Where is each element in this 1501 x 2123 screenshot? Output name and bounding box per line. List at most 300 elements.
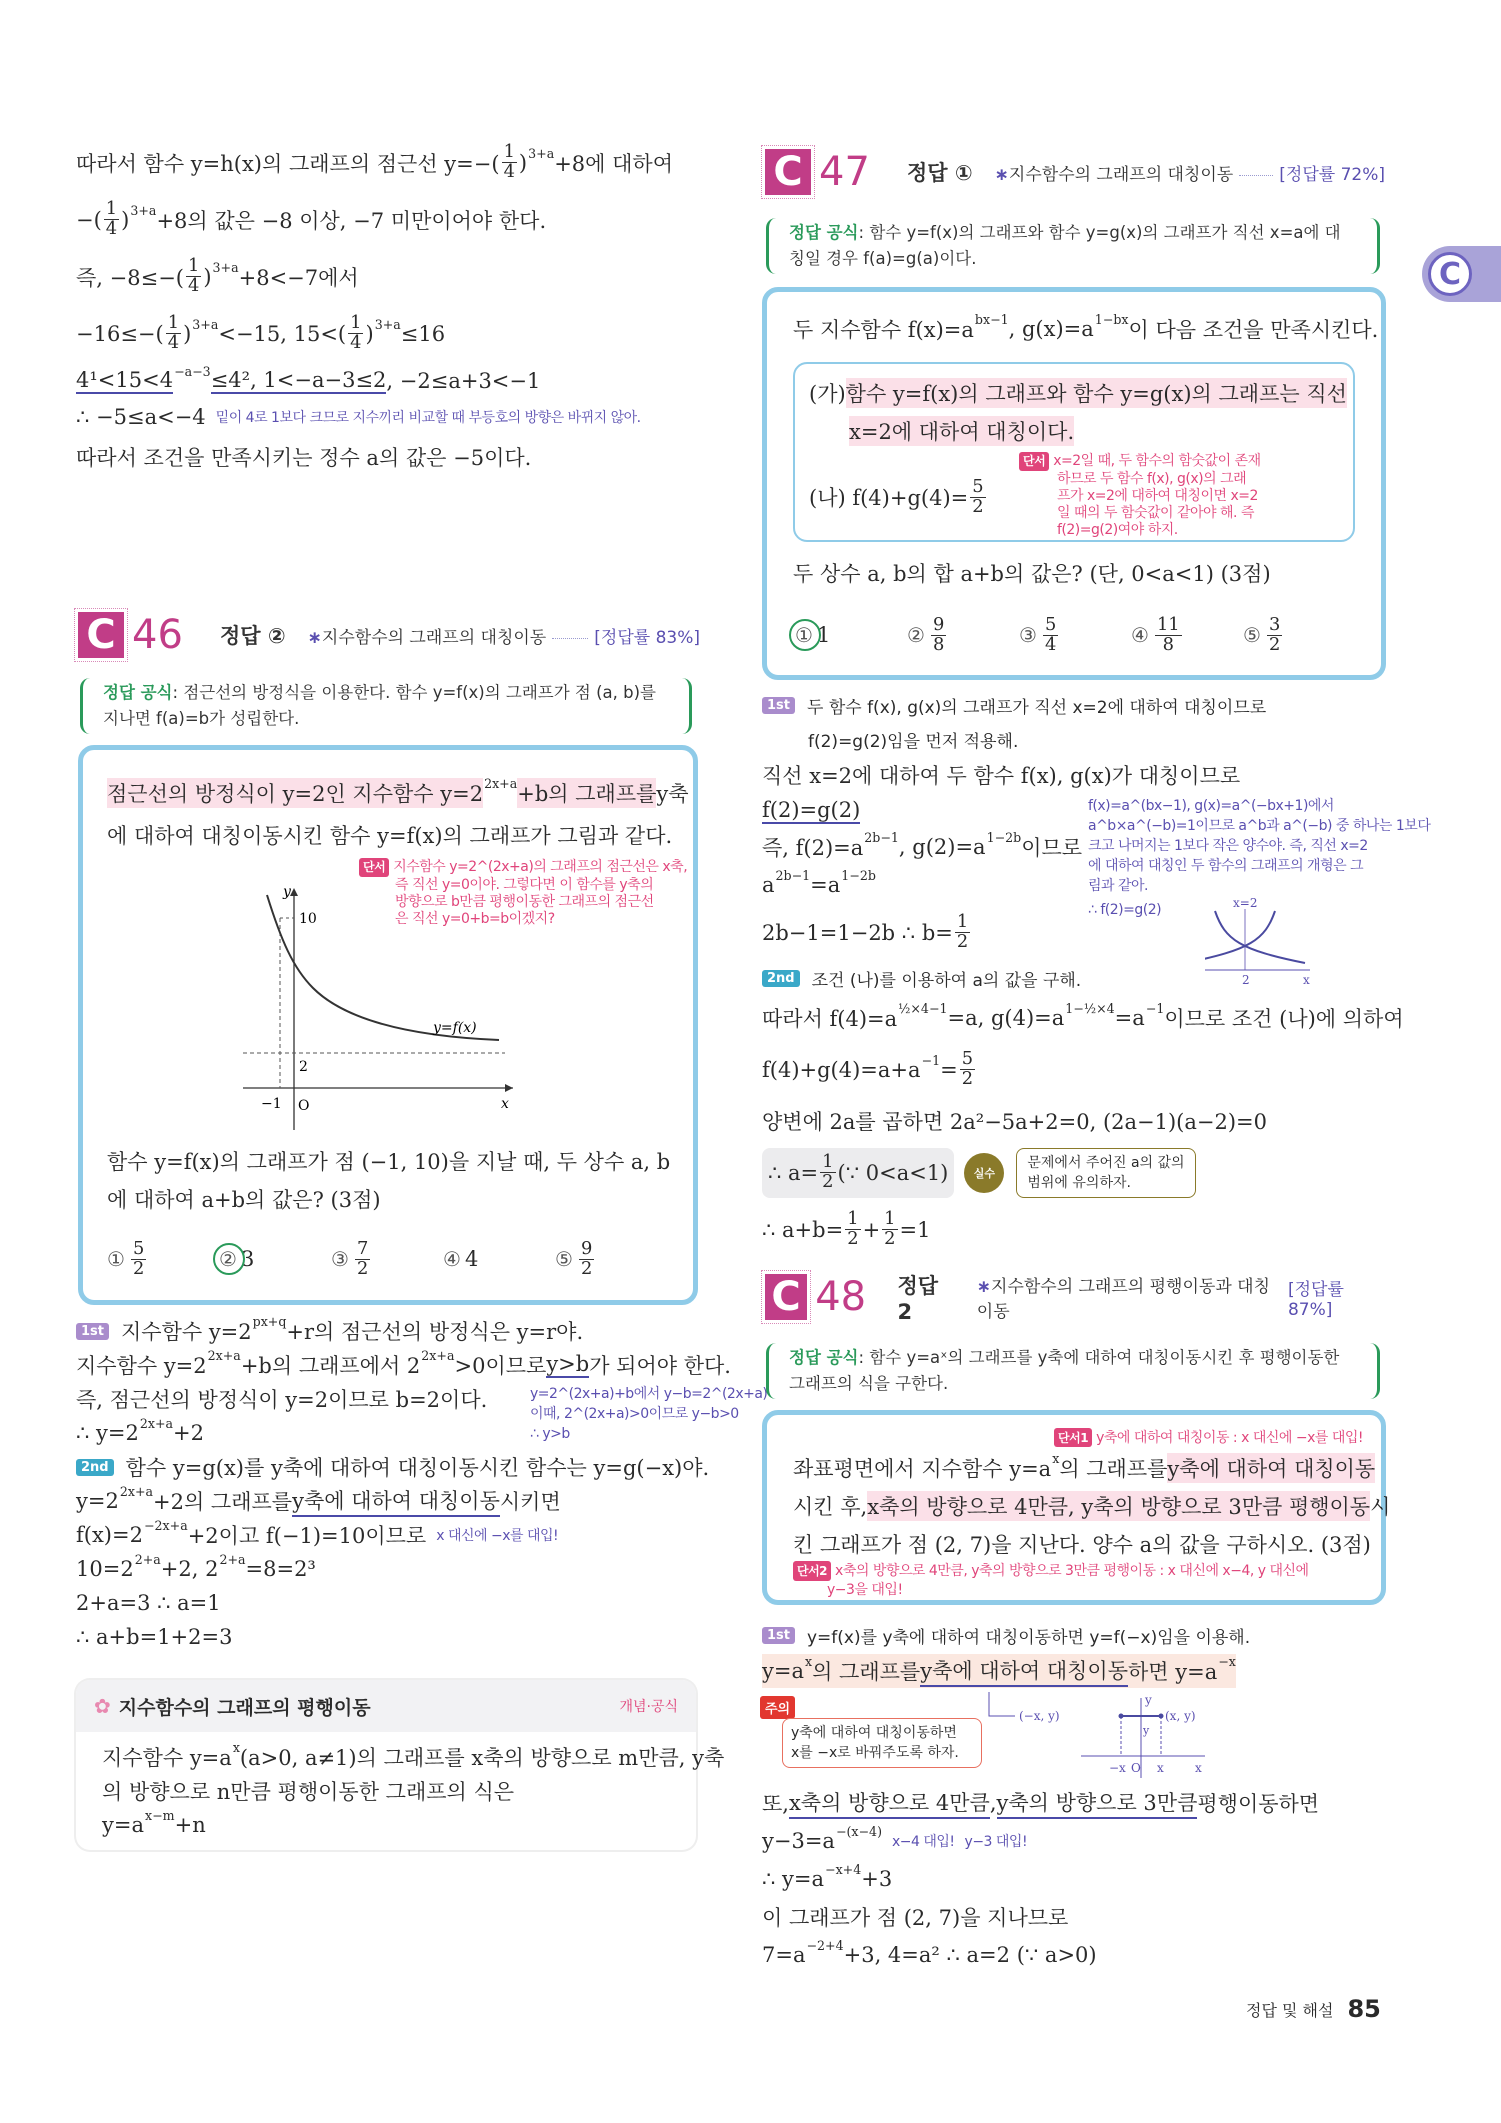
answer-choices: [795, 616, 1375, 654]
choice-number: ①: [795, 623, 813, 648]
math-text: 즉, f(2)=a: [762, 836, 864, 860]
connector-line: [989, 1692, 1015, 1716]
topic: [995, 160, 1234, 185]
step-badge: 2nd: [76, 1459, 114, 1476]
math-text: 좌표평면에서 지수함수 y=a: [793, 1457, 1052, 1481]
math-text: (∵ 0<a<1): [837, 1160, 949, 1185]
numerator: 1: [884, 1208, 896, 1230]
hint-badge: 단서1: [1054, 1428, 1092, 1447]
hint-badge: 단서: [1019, 452, 1049, 471]
hint-line: 하므로 두 함수 f(x), g(x)의 그래: [1057, 471, 1247, 487]
math-text: ∴ a=: [768, 1160, 819, 1185]
math-text: ): [203, 264, 212, 289]
fraction: [845, 1210, 860, 1248]
highlighted-text: x축의 방향으로 4만큼, y축의 방향으로 3만큼 평행이동: [867, 1491, 1370, 1521]
note-line: ∴ y>b: [530, 1426, 570, 1442]
x-axis-label: x: [1303, 973, 1310, 985]
underlined-text: 4¹<15<4: [76, 368, 174, 392]
q46-header: [78, 608, 700, 662]
math-text: +r의 점근선의 방정식은 y=r야.: [286, 1320, 584, 1344]
math-text: 이므로: [1021, 836, 1083, 860]
answer-choice[interactable]: [443, 1247, 555, 1271]
numerator: 1: [167, 312, 180, 334]
superscript: 2x+a: [207, 1348, 241, 1364]
math-text: =: [940, 1057, 958, 1082]
denominator: 2: [972, 495, 984, 517]
concept-line: [102, 1774, 670, 1808]
hint-line: 프가 x=2에 대하여 대칭이면 x=2: [1057, 488, 1258, 504]
math-text: =a: [1114, 1006, 1145, 1030]
denominator: 2: [884, 1228, 896, 1249]
topic-text: 지수함수의 그래프의 대칭이동: [321, 627, 547, 648]
denominator: 4: [350, 332, 362, 353]
math-text: 시: [1370, 1495, 1391, 1519]
math-line: [762, 1898, 1402, 1936]
highlighted-text: x=2에 대하여 대칭이다.: [849, 416, 1074, 446]
superscript: −a−3: [174, 364, 211, 380]
formula-text: : 점근선의 방정식을 이용한다. 함수 y=f(x)의 그래프가 점 (a, b)를 지나면 f(a)=b가 성립한다.: [103, 683, 656, 728]
page-number: 85: [1347, 1995, 1381, 2023]
answer-choice[interactable]: [1243, 616, 1355, 654]
correct-rate: [정답률 83%]: [594, 627, 700, 648]
math-text: f(x)=2: [76, 1523, 143, 1547]
math-text: (a>0, a≠1)의 그래프를 x축의 방향으로 m만큼, y축: [239, 1746, 725, 1770]
superscript: x: [1052, 1451, 1060, 1467]
curve-label: y=f(x): [433, 1020, 477, 1036]
point-label: (−x, y): [1019, 1709, 1060, 1723]
superscript: 3+a: [374, 316, 401, 332]
math-text: ∴ y=2: [76, 1421, 139, 1445]
answer-choice[interactable]: [907, 616, 1019, 654]
superscript: x: [232, 1740, 240, 1756]
superscript: 3+a: [192, 316, 219, 332]
underlined-text: x축의 방향으로 4만큼: [789, 1787, 990, 1819]
math-line: [76, 1484, 716, 1518]
math-line: [762, 1654, 1236, 1688]
chapter-tab-label: C: [1428, 252, 1472, 296]
q48-problem-box: [762, 1410, 1391, 1605]
underlined-text: y축에 대하여 대칭이동: [920, 1655, 1128, 1687]
prev-solution-continuation: [76, 134, 716, 480]
superscript: 3+a: [130, 202, 157, 218]
choice-number: ④: [443, 1247, 461, 1272]
math-text: 직선 x=2에 대하여 두 함수 f(x), g(x)가 대칭이므로: [762, 764, 1241, 788]
math-text: 의 그래프를: [1059, 1457, 1168, 1481]
math-text: y−3=a: [762, 1829, 835, 1853]
point: [1159, 1714, 1164, 1719]
result-a: [762, 1148, 954, 1198]
highlighted-text: y축에 대하여 대칭이동: [1167, 1453, 1375, 1483]
math-text: ): [518, 150, 528, 175]
question-line: [107, 1180, 670, 1218]
superscript: 2b−1: [864, 830, 899, 846]
y-axis-label: y: [283, 884, 291, 900]
topic-text: 지수함수의 그래프의 평행이동과 대칭이동: [976, 1277, 1270, 1322]
math-text: 또,: [762, 1792, 789, 1816]
numerator: 11: [1156, 614, 1180, 635]
choice-number: ③: [1019, 623, 1037, 648]
superscript: 1−½×4: [1065, 1001, 1115, 1017]
math-text: +3, 4=a² ∴ a=2 (∵ a>0): [843, 1943, 1097, 1967]
exponential-graph: [233, 860, 533, 1140]
math-line: [762, 1041, 1402, 1098]
answer-label: 정답 ①: [907, 161, 973, 185]
step-text: [121, 1314, 583, 1348]
math-line: [76, 305, 716, 362]
answer-choice[interactable]: [795, 623, 907, 647]
math-line: [76, 1620, 716, 1654]
fraction: [970, 475, 985, 517]
point-label: (x, y): [1165, 1709, 1196, 1723]
answer-formula: [80, 678, 692, 734]
math-text: 의 그래프를: [812, 1660, 921, 1684]
origin-label: O: [298, 1098, 310, 1114]
numerator: 1: [187, 255, 200, 277]
superscript: 2+a: [134, 1552, 161, 1568]
denominator: 4: [187, 275, 200, 296]
numerator: 1: [956, 911, 969, 933]
fraction: [931, 616, 946, 654]
hint-line: 방향으로 b만큼 평행이동한 그래프의 점근선: [395, 894, 654, 910]
topic: [977, 1272, 1276, 1322]
formula-text: : 함수 y=f(x)의 그래프와 함수 y=g(x)의 그래프가 직선 x=a에 대칭일 경우 f(a)=g(a)이다.: [789, 223, 1341, 268]
topic: [308, 623, 547, 648]
answer-choices: [107, 1240, 667, 1278]
math-text: 에 대하여 대칭이동시킨 함수 y=f(x)의 그래프가 그림과 같다.: [107, 824, 673, 848]
underlined-text: ≤4², 1<−a−3≤2: [210, 368, 387, 392]
denominator: 4: [1044, 633, 1057, 655]
math-text: , g(x)=a: [1008, 317, 1094, 341]
q48-header: [765, 1270, 1385, 1324]
numerator: 1: [350, 312, 362, 334]
superscript: −1: [921, 1052, 941, 1068]
superscript: x: [804, 1654, 813, 1670]
conditions-box: [793, 362, 1355, 542]
tick-label: −1: [261, 1096, 282, 1112]
superscript: 2x+a: [484, 776, 518, 792]
math-text: +8에 대하여: [554, 151, 673, 176]
math-text: =a, g(4)=a: [947, 1006, 1065, 1030]
hint-line: y−3을 대입!: [827, 1582, 903, 1598]
flower-icon: ✿: [94, 1694, 111, 1718]
math-text: +n: [174, 1813, 206, 1837]
dotted-leader: [1239, 175, 1273, 176]
answer-choice[interactable]: [107, 1240, 219, 1278]
step-text: f(2)=g(2)임을 먼저 적용해.: [808, 731, 1019, 752]
hint-text: y축에 대하여 대칭이동 : x 대신에 −x를 대입!: [1096, 1430, 1363, 1446]
step-badge: 1st: [76, 1323, 109, 1340]
superscript: −2+4: [806, 1938, 844, 1954]
star-icon: ∗: [307, 627, 322, 648]
superscript: −1: [1145, 1001, 1165, 1017]
problem-line: [107, 816, 689, 854]
hint-line: 즉 직선 y=0이야. 그렇다면 이 함수를 y축의: [395, 877, 654, 893]
fraction: [1155, 616, 1182, 654]
choice-number: ①: [107, 1247, 125, 1272]
fraction: [131, 1240, 146, 1278]
step-badge: 2nd: [762, 970, 800, 987]
q47-header: [765, 145, 1385, 199]
superscript: bx−1: [974, 312, 1009, 328]
math-text: 따라서 조건을 만족시키는 정수 a의 값은 −5이다.: [76, 446, 532, 470]
tick-label: −x: [1109, 1761, 1126, 1775]
superscript: 1−2b: [841, 868, 876, 884]
choice-number: ⑤: [1243, 623, 1261, 648]
math-text: ,: [989, 1791, 997, 1815]
x-axis-label: x: [1195, 1761, 1202, 1775]
concept-line: [102, 1808, 670, 1842]
tick-label: 2: [1242, 973, 1250, 985]
choice-number: ④: [1131, 623, 1149, 648]
math-text: =8=2³: [245, 1557, 316, 1581]
section-badge: C: [765, 1274, 807, 1320]
callout-line: 문제에서 주어진 a의 값의: [1027, 1154, 1185, 1171]
problem-line: [793, 306, 1378, 352]
fraction: [104, 200, 119, 238]
math-line: [76, 248, 716, 305]
callout-line: 범위에 유의하자.: [1027, 1174, 1131, 1191]
fraction: [820, 1153, 835, 1191]
question-number: 47: [819, 149, 870, 195]
superscript: −(x−4): [835, 1824, 882, 1840]
x-axis-label: x: [501, 1096, 509, 1112]
numerator: 9: [932, 614, 945, 635]
note-line: a^b×a^(−b)=1이므로 a^b과 a^(−b) 중 하나는 1보다: [1088, 818, 1431, 834]
fraction: [502, 143, 517, 181]
math-text: 이 다음 조건을 만족시킨다.: [1128, 318, 1379, 342]
answer-choice[interactable]: [1131, 616, 1243, 654]
tick-label: x: [1157, 1761, 1164, 1775]
fraction: [1267, 616, 1282, 654]
answer-formula: [766, 1343, 1380, 1399]
answer-label: 정답 ②: [220, 624, 286, 648]
hint-line: 지수함수 y=2^(2x+a)의 그래프의 점근선은 x축,: [393, 859, 688, 875]
math-text: , −2≤a+3<−1: [386, 369, 541, 393]
underlined-text: y>b: [546, 1352, 590, 1376]
line-label: x=2: [1233, 896, 1258, 910]
answer-label: 정답 2: [897, 1274, 939, 1324]
math-text: ∴ a+b=: [762, 1217, 844, 1242]
fraction: [166, 314, 181, 352]
superscript: 3+a: [528, 145, 555, 161]
tick-label: 10: [299, 911, 317, 927]
dotted-leader: [552, 638, 588, 639]
math-text: 킨 그래프가 점 (2, 7)을 지난다. 양수 a의 값을 구하시오. (3점): [793, 1533, 1371, 1557]
step-badge: 1st: [762, 1627, 795, 1644]
math-text: 1: [816, 623, 831, 648]
underlined-text: y축에 대하여 대칭이동: [292, 1485, 500, 1517]
fraction: [882, 1210, 897, 1248]
math-text: +b의 그래프에서 2: [240, 1354, 421, 1378]
fraction: [186, 257, 201, 295]
q48-solution-cont: [762, 1784, 1402, 1974]
math-text: (나) f(4)+g(4)=: [809, 486, 969, 510]
fraction: [579, 1240, 594, 1278]
math-text: 함수 y=g(x)를 y축에 대하여 대칭이동시킨 함수는 y=g(−x)야.: [125, 1456, 710, 1480]
superscript: ½×4−1: [898, 1001, 948, 1017]
caution-line: x를 −x로 바꿔주도록 하자.: [791, 1745, 959, 1761]
math-text: 이므로 조건 (나)에 의하여: [1164, 1007, 1404, 1031]
point: [1119, 1714, 1124, 1719]
section-badge: C: [765, 149, 811, 195]
superscript: 1−2b: [986, 830, 1022, 846]
math-line: [762, 1201, 1402, 1258]
math-text: ): [365, 321, 374, 346]
superscript: px+q: [252, 1314, 287, 1330]
question-line: [793, 554, 1271, 592]
math-text: 2+a=3 ∴ a=1: [76, 1591, 221, 1615]
math-text: =1: [899, 1217, 931, 1242]
q47-problem-box: [762, 287, 1386, 680]
superscript: −2x+a: [143, 1518, 188, 1534]
math-text: a: [762, 873, 775, 897]
denominator: 2: [1268, 633, 1281, 655]
footer-label: 정답 및 해설: [1246, 2000, 1334, 2020]
math-line: [76, 1348, 731, 1382]
denominator: 2: [356, 1257, 369, 1279]
highlighted-text: 점근선의 방정식이 y=2인 지수함수 y=2: [107, 778, 483, 808]
math-text: 양변에 2a를 곱하면 2a²−5a+2=0, (2a−1)(a−2)=0: [762, 1110, 1267, 1134]
superscript: −x+4: [825, 1862, 862, 1878]
q46-problem-box: [78, 745, 698, 1305]
mistake-callout: [1016, 1148, 1195, 1198]
problem-line: [107, 770, 689, 816]
numerator: 7: [356, 1238, 369, 1259]
math-line: [762, 995, 1402, 1041]
superscript: −x: [1218, 1654, 1236, 1670]
denominator: 4: [105, 218, 118, 239]
math-text: 7=a: [762, 1943, 806, 1967]
fraction: [960, 1050, 975, 1088]
choice-number: ⑤: [555, 1247, 573, 1272]
math-text: ): [183, 321, 192, 346]
superscript: 2x+a: [119, 1484, 154, 1500]
concept-line: [102, 1740, 725, 1774]
math-text: 즉, −8≤−(: [76, 265, 184, 290]
q48-solution: [762, 1618, 1402, 1690]
mistake-badge: 실수: [964, 1153, 1004, 1193]
choice-number: ②: [907, 623, 925, 648]
math-text: 2b−1=1−2b ∴ b=: [762, 920, 953, 945]
math-text: 에 대하여 a+b의 값은? (3점): [107, 1188, 381, 1212]
math-line: [762, 1098, 1402, 1144]
math-text: ∴ y=a: [762, 1867, 825, 1891]
math-line: [76, 434, 716, 480]
problem-line: [793, 1449, 1390, 1487]
math-line: [76, 1586, 716, 1620]
math-line: [762, 1860, 1402, 1898]
math-text: y=a: [102, 1813, 144, 1837]
highlighted-text: +b의 그래프를: [517, 778, 656, 808]
hint-line: f(2)=g(2)여야 하지.: [1057, 522, 1178, 538]
answer-choice[interactable]: [555, 1240, 667, 1278]
math-text: 함수 y=f(x)의 그래프가 점 (−1, 10)을 지날 때, 두 상수 a, b: [107, 1150, 671, 1174]
condition-a-cont: [849, 412, 1074, 450]
math-line: [762, 1784, 1402, 1822]
underlined-text: y축의 방향으로 3만큼: [997, 1787, 1198, 1819]
step-text: 조건 (나)를 이용하여 a의 값을 구해.: [811, 970, 1082, 991]
fraction: [955, 913, 970, 951]
denominator: 2: [822, 1171, 834, 1192]
math-line: [76, 400, 716, 434]
math-text: y=a: [762, 1659, 804, 1683]
superscript: 3+a: [212, 259, 239, 275]
numerator: 9: [580, 1238, 593, 1259]
hint-note: [1023, 452, 1261, 539]
math-text: +2, 2: [160, 1557, 219, 1581]
selected-circle-mark: [213, 1243, 245, 1275]
condition-b: [809, 474, 988, 520]
y-value-label: y: [1143, 1724, 1150, 1737]
side-note: [530, 1384, 767, 1444]
math-text: ): [121, 207, 130, 232]
fraction: [1043, 616, 1058, 654]
note-line: 이때, 2^(2x+a)>0이므로 y−b>0: [530, 1406, 739, 1422]
formula-label: 정답 공식: [789, 223, 859, 242]
numerator: 1: [822, 1151, 834, 1173]
y-axis-label: y: [1145, 1693, 1152, 1707]
answer-choice[interactable]: [331, 1240, 443, 1278]
annotation-note: x−4 대입!: [891, 1834, 955, 1850]
math-text: −16≤−(: [76, 321, 164, 346]
denominator: 4: [167, 332, 180, 353]
tick-label: 2: [299, 1059, 308, 1075]
topic-text: 지수함수의 그래프의 대칭이동: [1008, 164, 1234, 185]
math-text: −(: [76, 207, 102, 232]
math-text: ∴ a+b=1+2=3: [76, 1625, 233, 1649]
superscript: x−m: [144, 1808, 175, 1824]
math-text: y=2: [76, 1489, 119, 1513]
math-text: 이 그래프가 점 (2, 7)을 지나므로: [762, 1906, 1069, 1930]
step-text: [126, 1450, 710, 1484]
math-text: y축: [656, 782, 689, 806]
math-text: 시키면: [499, 1490, 561, 1514]
numerator: 1: [105, 198, 118, 220]
numerator: 1: [503, 141, 515, 163]
math-text: ≤16: [400, 321, 446, 346]
star-icon: ∗: [976, 1277, 992, 1297]
section-badge: C: [78, 612, 124, 658]
answer-formula: [766, 218, 1380, 274]
denominator: 8: [932, 633, 945, 655]
math-text: ∴ −5≤a<−4: [76, 405, 206, 429]
annotation-note: 밑이 4로 1보다 크므로 지수끼리 비교할 때 부등호의 방향은 바뀌지 않아.: [215, 410, 641, 426]
math-text: +2의 그래프를: [153, 1490, 293, 1514]
math-text: 즉, 점근선의 방정식이 y=2이므로 b=2이다.: [76, 1388, 488, 1412]
answer-choice[interactable]: [1019, 616, 1131, 654]
symmetry-mini-graph: [1205, 895, 1315, 985]
denominator: 2: [580, 1257, 593, 1279]
star-icon: ∗: [994, 164, 1009, 185]
fraction: [348, 314, 363, 352]
correct-rate: [정답률 72%]: [1279, 164, 1385, 185]
problem-line: [793, 1487, 1390, 1525]
math-text: >0이므로: [454, 1354, 547, 1378]
denominator: 8: [1162, 633, 1174, 655]
step-text: y=f(x)를 y축에 대하여 대칭이동하면 y=f(−x)임을 이용해.: [807, 1627, 1251, 1648]
math-text: =a: [810, 873, 841, 897]
note-line: 에 대하여 대칭인 두 함수의 그래프의 개형은 그: [1088, 858, 1364, 874]
math-line: [76, 362, 716, 400]
math-text: 가 되어야 한다.: [589, 1354, 731, 1378]
step-badge: 1st: [762, 697, 795, 714]
answer-choice[interactable]: [219, 1247, 331, 1271]
origin-label: O: [1131, 1761, 1141, 1775]
question-number: 46: [132, 612, 183, 658]
reflection-mini-graph: [985, 1692, 1225, 1778]
math-text: 하면 y=a: [1128, 1660, 1218, 1684]
chapter-tab[interactable]: [1422, 246, 1501, 302]
